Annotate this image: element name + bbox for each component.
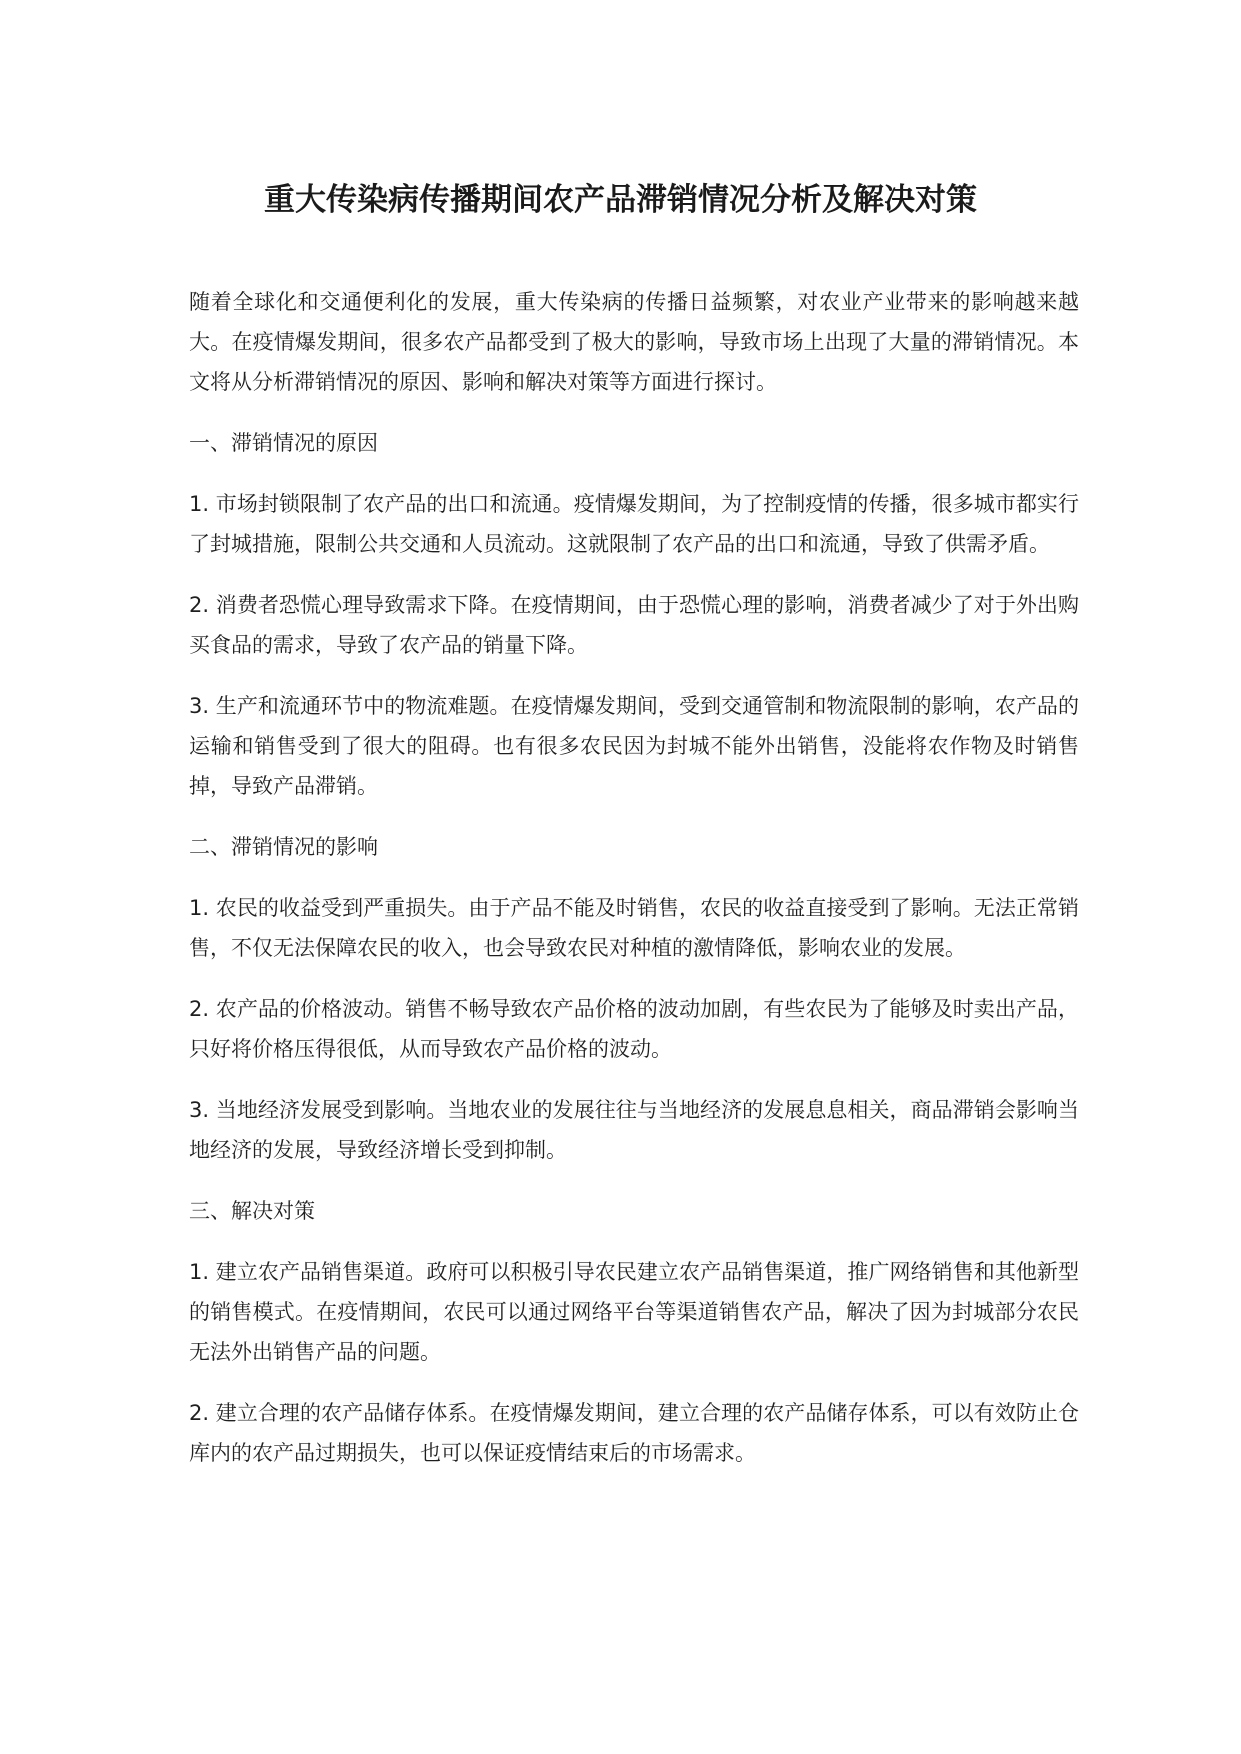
section-heading: 三、解决对策 — [189, 1199, 315, 1223]
section-item: 1. 建立农产品销售渠道。政府可以积极引导农民建立农产品销售渠道，推广网络销售和其他新型的销售模式。在疫情期间，农民可以通过网络平台等渠道销售农产品，解决了因为封城部分农民无法外出销售产品的问题。 — [189, 1260, 1079, 1364]
section-solutions — [189, 1191, 1079, 1473]
section-heading: 一、滞销情况的原因 — [189, 431, 378, 455]
section-item: 3. 生产和流通环节中的物流难题。在疫情爆发期间，受到交通管制和物流限制的影响，农产品的运输和销售受到了很大的阻碍。也有很多农民因为封城不能外出销售，没能将农作物及时销售掉，导致产品滞销。 — [189, 694, 1079, 798]
section-item: 1. 市场封锁限制了农产品的出口和流通。疫情爆发期间，为了控制疫情的传播，很多城市都实行了封城措施，限制公共交通和人员流动。这就限制了农产品的出口和流通，导致了供需矛盾。 — [189, 492, 1079, 556]
section-impacts — [189, 827, 1079, 1170]
section-item: 1. 农民的收益受到严重损失。由于产品不能及时销售，农民的收益直接受到了影响。无法正常销售，不仅无法保障农民的收入，也会导致农民对种植的激情降低，影响农业的发展。 — [189, 896, 1079, 960]
document-body — [189, 282, 1079, 1494]
section-causes — [189, 423, 1079, 806]
section-item: 3. 当地经济发展受到影响。当地农业的发展往往与当地经济的发展息息相关，商品滞销会影响当地经济的发展，导致经济增长受到抑制。 — [189, 1098, 1079, 1162]
section-item: 2. 建立合理的农产品储存体系。在疫情爆发期间，建立合理的农产品储存体系，可以有效防止仓库内的农产品过期损失，也可以保证疫情结束后的市场需求。 — [189, 1401, 1079, 1465]
intro-paragraph: 随着全球化和交通便利化的发展，重大传染病的传播日益频繁，对农业产业带来的影响越来越大。在疫情爆发期间，很多农产品都受到了极大的影响，导致市场上出现了大量的滞销情况。本文将从分析滞销情况的原因、影响和解决对策等方面进行探讨。 — [189, 290, 1079, 394]
document-title: 重大传染病传播期间农产品滞销情况分析及解决对策 — [264, 182, 977, 218]
section-item: 2. 消费者恐慌心理导致需求下降。在疫情期间，由于恐慌心理的影响，消费者减少了对于外出购买食品的需求，导致了农产品的销量下降。 — [189, 593, 1079, 657]
section-item: 2. 农产品的价格波动。销售不畅导致农产品价格的波动加剧，有些农民为了能够及时卖出产品，只好将价格压得很低，从而导致农产品价格的波动。 — [189, 997, 1079, 1061]
section-heading: 二、滞销情况的影响 — [189, 835, 378, 859]
